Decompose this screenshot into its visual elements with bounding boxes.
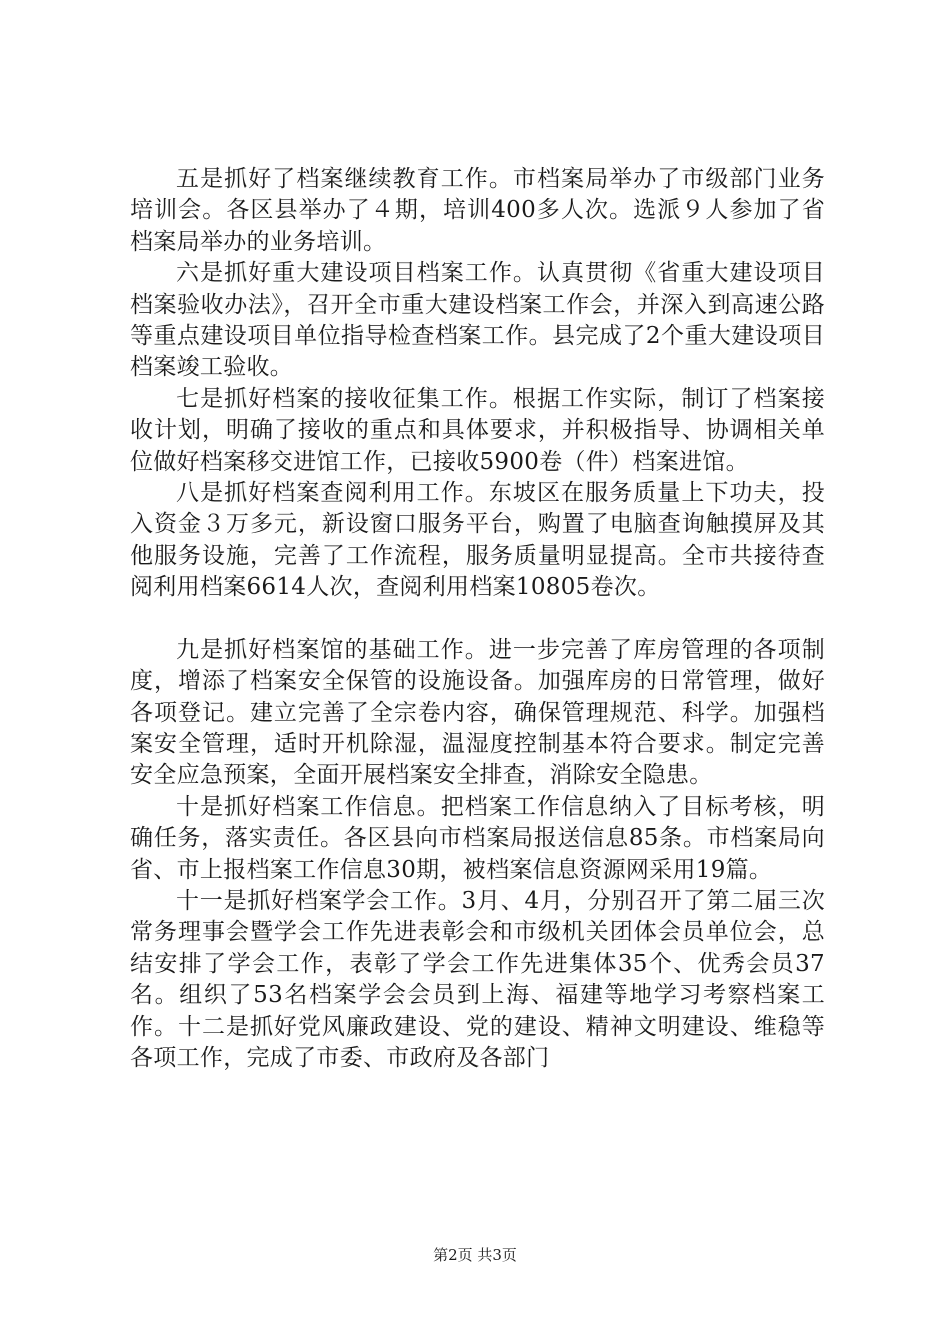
page-footer: 第2页 共3页 [433,1246,517,1264]
paragraph-continuing-education: 五是抓好了档案继续教育工作。市档案局举办了市级部门业务培训会。各区县举办了４期，培训400多人次。选派９人参加了省档案局举办的业务培训。 [130,166,825,255]
document-body [130,164,825,1074]
paragraph-archive-society: 十一是抓好档案学会工作。3月、4月，分别召开了第二届三次常务理事会暨学会工作先进表彰会和市级机关团体会员单位会，总结安排了学会工作，表彰了学会工作先进集体35个、优秀会员37名。组织了53名档案学会会员到上海、福建等地学习考察档案工作。十二是抓好党风廉政建设、党的建设、精神文明建设、维稳等各项工作，完成了市委、市政府及各部门 [130,887,825,1071]
paragraph-archive-collection: 七是抓好档案的接收征集工作。根据工作实际，制订了档案接收计划，明确了接收的重点和具体要求，并积极指导、协调相关单位做好档案移交进馆工作，已接收5900卷（件）档案进馆。 [130,385,825,475]
paragraph-major-projects: 六是抓好重大建设项目档案工作。认真贯彻《省重大建设项目档案验收办法》，召开全市重大建设档案工作会，并深入到高速公路等重点建设项目单位指导检查档案工作。县完成了2个重大建设项目档案竣工验收。 [130,260,825,381]
paragraph-spacer [130,604,825,635]
paragraph-archive-access: 八是抓好档案查阅利用工作。东坡区在服务质量上下功夫，投入资金３万多元，新设窗口服务平台，购置了电脑查询触摸屏及其他服务设施，完善了工作流程，服务质量明显提高。全市共接待查阅利用档案6614人次，查阅利用档案10805卷次。 [130,480,825,601]
paragraph-archive-information: 十是抓好档案工作信息。把档案工作信息纳入了目标考核，明确任务，落实责任。各区县向市档案局报送信息85条。市档案局向省、市上报档案工作信息30期，被档案信息资源网采用19篇。 [130,793,825,883]
paragraph-archive-foundation: 九是抓好档案馆的基础工作。进一步完善了库房管理的各项制度，增添了档案安全保管的设施设备。加强库房的日常管理，做好各项登记。建立完善了全宗卷内容，确保管理规范、科学。加强档案安全管理，适时开机除湿，温湿度控制基本符合要求。制定完善安全应急预案，全面开展档案安全排查，消除安全隐患。 [130,636,825,789]
